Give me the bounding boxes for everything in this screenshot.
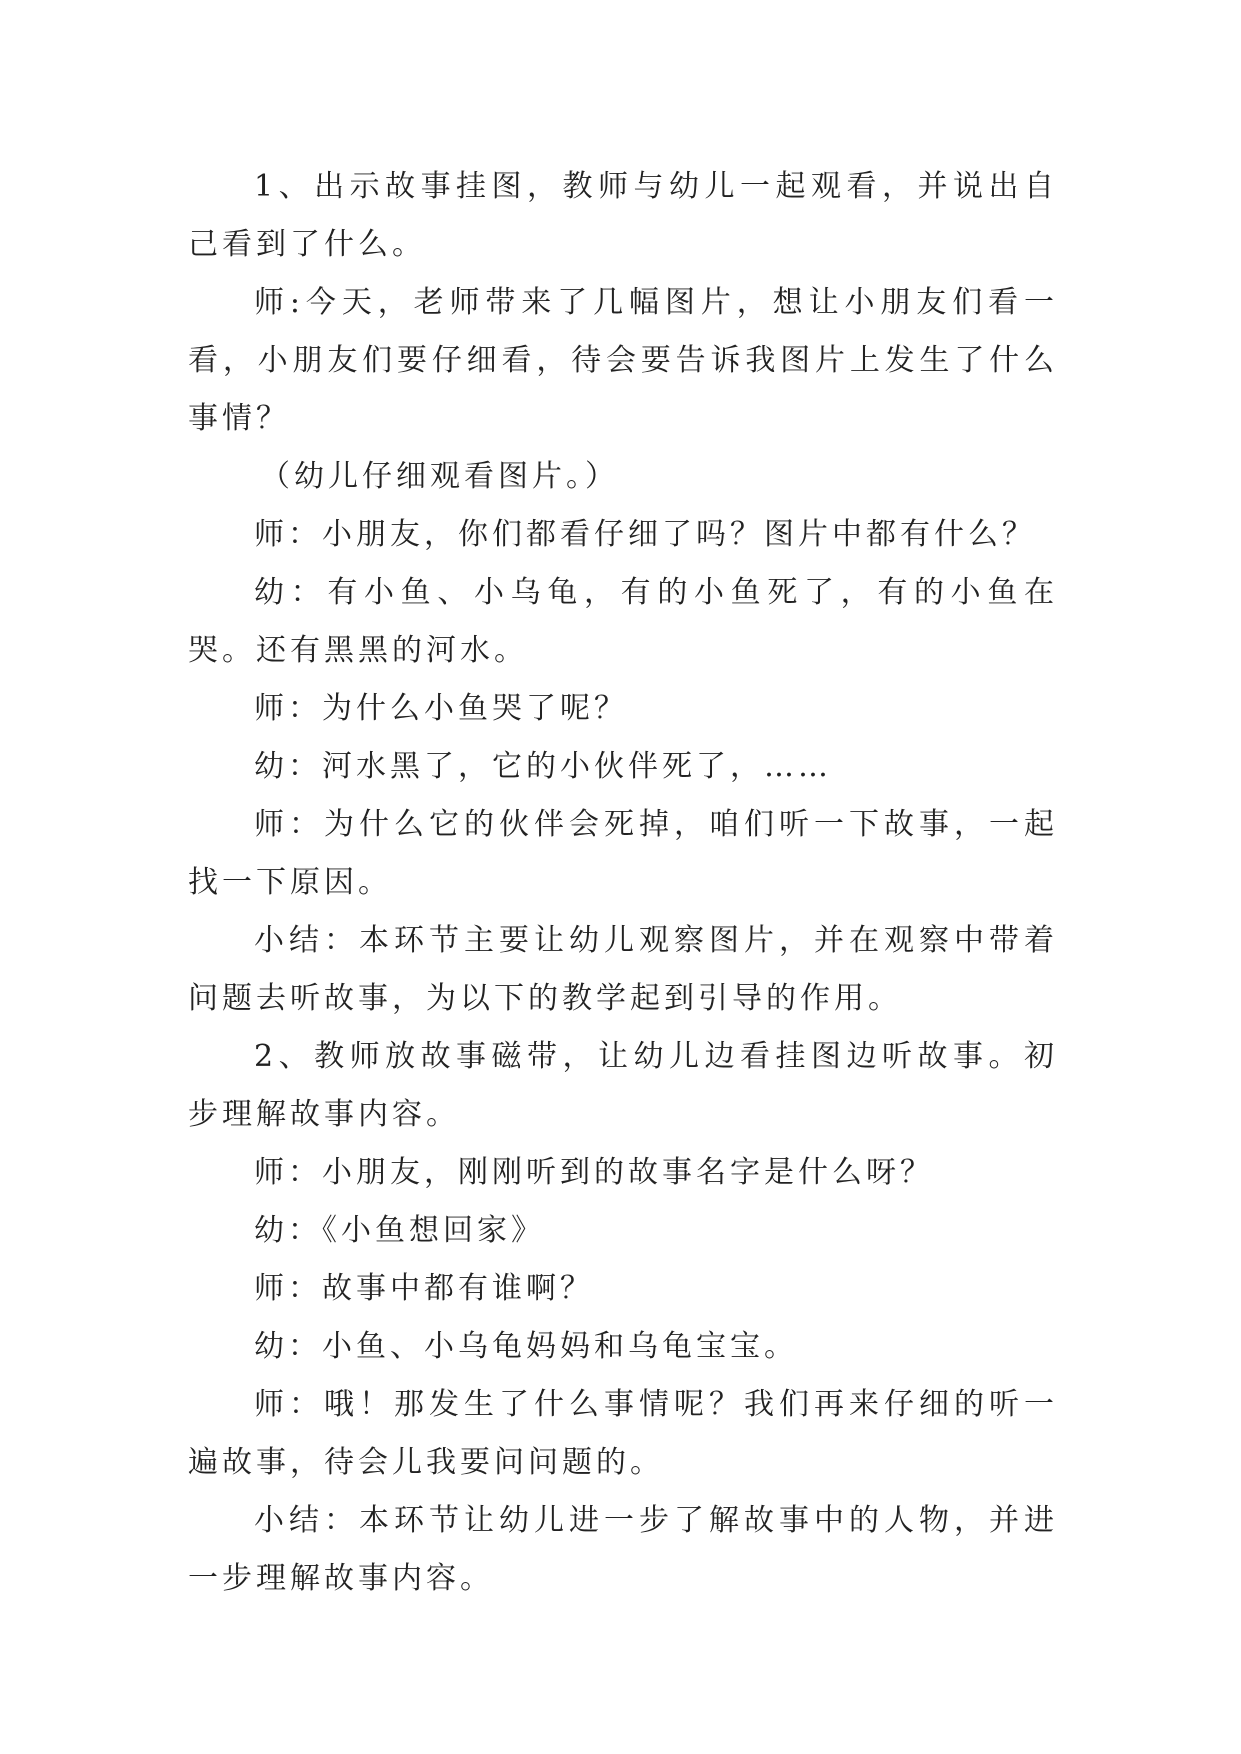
- paragraph-summary-2: 小结：本环节让幼儿进一步了解故事中的人物，并进一步理解故事内容。: [188, 1503, 1058, 1596]
- paragraph-child-answer-2: 幼：河水黑了，它的小伙伴死了，……: [254, 749, 832, 784]
- paragraph-child-answer-4: 幼：小鱼、小乌龟妈妈和乌龟宝宝。: [254, 1329, 798, 1364]
- paragraph-step-2: 2、教师放故事磁带，让幼儿边看挂图边听故事。初步理解故事内容。: [188, 1039, 1058, 1132]
- paragraph-teacher-intro: 师:今天，老师带来了几幅图片，想让小朋友们看一看，小朋友们要仔细看，待会要告诉我图片上发生了什么事情？: [188, 285, 1058, 436]
- paragraph-child-answer-1: 幼：有小鱼、小乌龟，有的小鱼死了，有的小鱼在哭。还有黑黑的河水。: [188, 575, 1058, 668]
- paragraph-teacher-question-6: 师：哦！那发生了什么事情呢？我们再来仔细的听一遍故事，待会儿我要问问题的。: [188, 1387, 1058, 1480]
- paragraph-teacher-question-3: 师：为什么它的伙伴会死掉，咱们听一下故事，一起找一下原因。: [188, 807, 1058, 900]
- paragraph-teacher-question-1: 师：小朋友，你们都看仔细了吗？图片中都有什么？: [254, 517, 1036, 552]
- paragraph-teacher-question-2: 师：为什么小鱼哭了呢？: [254, 691, 628, 726]
- paragraph-teacher-question-4: 师：小朋友，刚刚听到的故事名字是什么呀？: [254, 1155, 934, 1190]
- paragraph-children-observe: （幼儿仔细观看图片。）: [260, 459, 619, 494]
- document-body: [188, 158, 1058, 1608]
- paragraph-summary-1: 小结：本环节主要让幼儿观察图片，并在观察中带着问题去听故事，为以下的教学起到引导的作用。: [188, 923, 1058, 1016]
- paragraph-teacher-question-5: 师：故事中都有谁啊？: [254, 1271, 594, 1306]
- paragraph-step-1: 1、出示故事挂图，教师与幼儿一起观看，并说出自己看到了什么。: [188, 169, 1058, 262]
- paragraph-child-answer-3: 幼：《小鱼想回家》: [254, 1213, 545, 1248]
